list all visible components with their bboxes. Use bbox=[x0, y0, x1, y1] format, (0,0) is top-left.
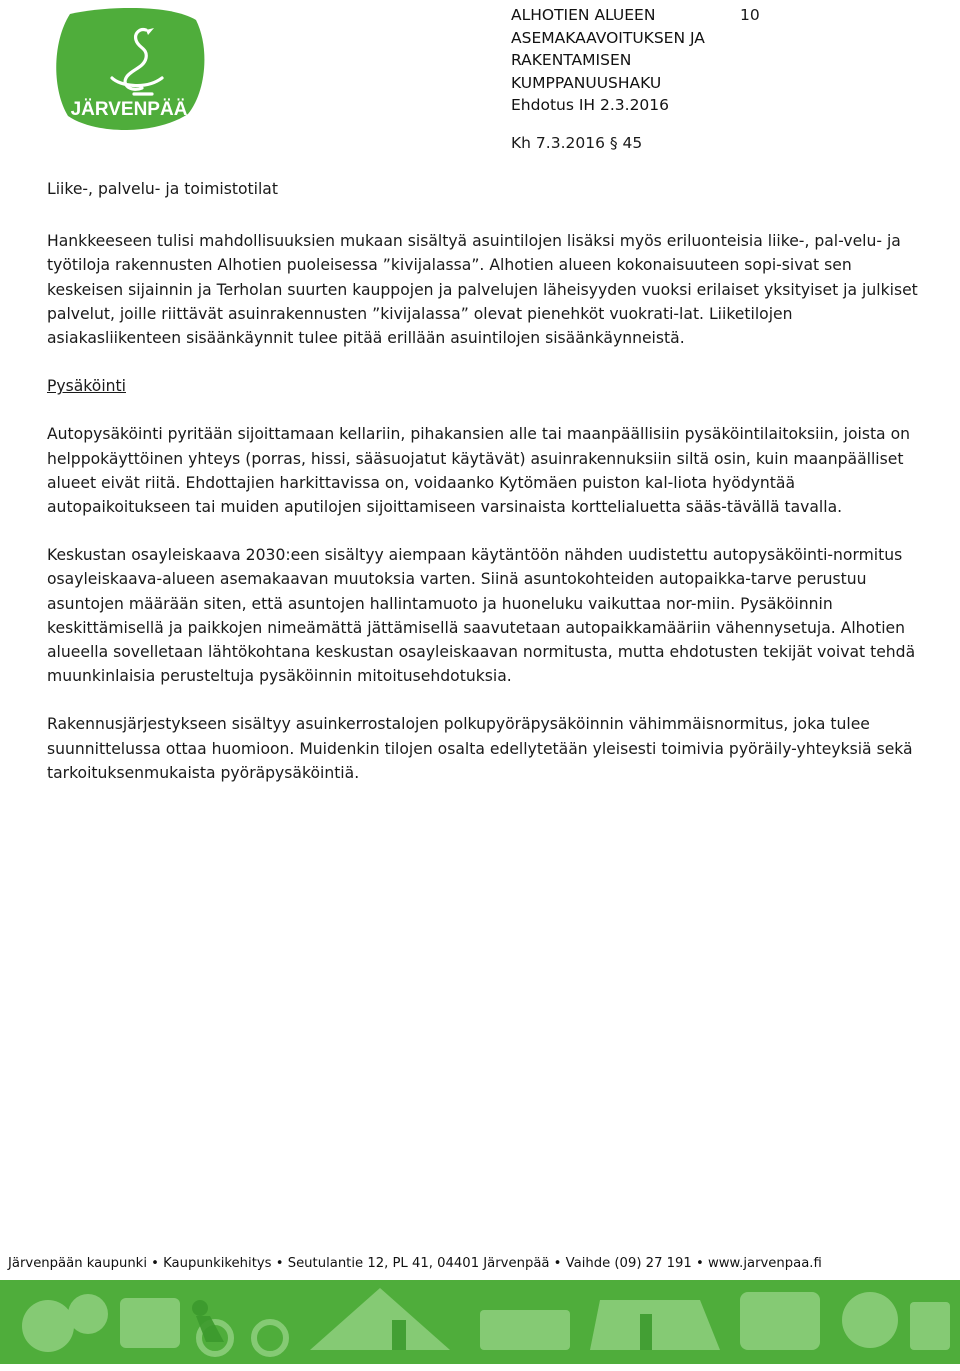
body-paragraph: Autopysäköinti pyritään sijoittamaan kellariin, pihakansien alle tai maanpäällisiin pysäköintilaitoksiin, joista on helppokäyttöinen yhteys (porras, hissi, sääsuojatut käytävät) asuinrakennuksiin siltä osin, kuin maanpäälliset alueet eivät riitä. Ehdottajien harkittavissa on, voidaanko Kytömäen puiston kal-liota hyödyntää autopaikoitukseen tai muiden aputilojen sijoittamiseen varsinaista korttelialuetta sääs-tävällä tavalla. bbox=[47, 425, 910, 517]
jarvenpaa-logo bbox=[50, 8, 208, 130]
body-paragraph: Rakennusjärjestykseen sisältyy asuinkerrostalojen polkupyöräpysäköinnin vähimmäisnormitus, joka tulee suunnittelussa ottaa huomioon. Muidenkin tilojen osalta edellytetään yleisesti toimivia pyöräily-yhteyksiä sekä tarkoituksenmukaista pyöräpysäköintiä. bbox=[47, 715, 913, 782]
section-heading: Pysäköinti bbox=[47, 377, 126, 396]
body-paragraph: Hankkeeseen tulisi mahdollisuuksien mukaan sisältyä asuintilojen lisäksi myös eriluonteisia liike-, pal-velu- ja työtiloja rakennusten Alhotien puoleisessa ”kivijalassa”. Alhotien alueen kokonaisuuteen sopi-sivat sen keskeisen sijainnin ja Terholan suurten kauppojen ja palvelujen läheisyyden vuoksi erilaiset yksityiset ja julkiset palvelut, joille riittävät asuinrakennusten ”kivijalassa” olevat pienehköt vuokrati-lat. Liiketilojen asiakasliikenteen sisäänkäynnit tulee pitää erillään asuintilojen sisäänkäynneistä. bbox=[47, 232, 918, 348]
header-date: Ehdotus IH 2.3.2016 bbox=[511, 96, 670, 114]
header-line: ALHOTIEN ALUEEN bbox=[511, 6, 656, 24]
header-line: RAKENTAMISEN bbox=[511, 51, 632, 69]
document-header bbox=[511, 4, 705, 117]
kh-reference: Kh 7.3.2016 § 45 bbox=[511, 134, 643, 152]
footer-contact: Järvenpään kaupunki • Kaupunkikehitys • Seutulantie 12, PL 41, 04401 Järvenpää • Vaihde (09) 27 191 • www.jarvenpaa.fi bbox=[8, 1256, 822, 1271]
header-line: KUMPPANUUSHAKU bbox=[511, 73, 662, 92]
body-paragraph: Keskustan osayleiskaava 2030:een sisältyy aiempaan käytäntöön nähden uudistettu autopysäköinti-normitus osayleiskaava-alueen asemakaavan muutoksia varten. Siinä asuntokohteiden autopaikka-tarve perustuu asuntojen määrään siten, että asuntojen hallintamuoto ja huoneluku vaikuttaa nor-miin. Pysäköinnin keskittämisellä ja paikkojen nimeämättä jättämisellä saavutetaan autopaikkamääriin vähennysetuja. Alhotien alueella sovelletaan lähtökohtana keskustan osayleiskaavan normitusta, mutta ehdotusten tekijät voivat tehdä muunkinlaisia perusteltuja pysäköinnin mitoitusehdotuksia. bbox=[47, 546, 916, 686]
document-body bbox=[47, 177, 927, 785]
page-number: 10 bbox=[740, 6, 760, 24]
header-line: ASEMAKAAVOITUKSEN JA bbox=[511, 28, 705, 47]
svg-text:JÄRVENPÄÄ: JÄRVENPÄÄ bbox=[70, 99, 188, 120]
footer-illustration-band bbox=[0, 1280, 960, 1364]
section-heading: Liike-, palvelu- ja toimistotilat bbox=[47, 180, 278, 198]
